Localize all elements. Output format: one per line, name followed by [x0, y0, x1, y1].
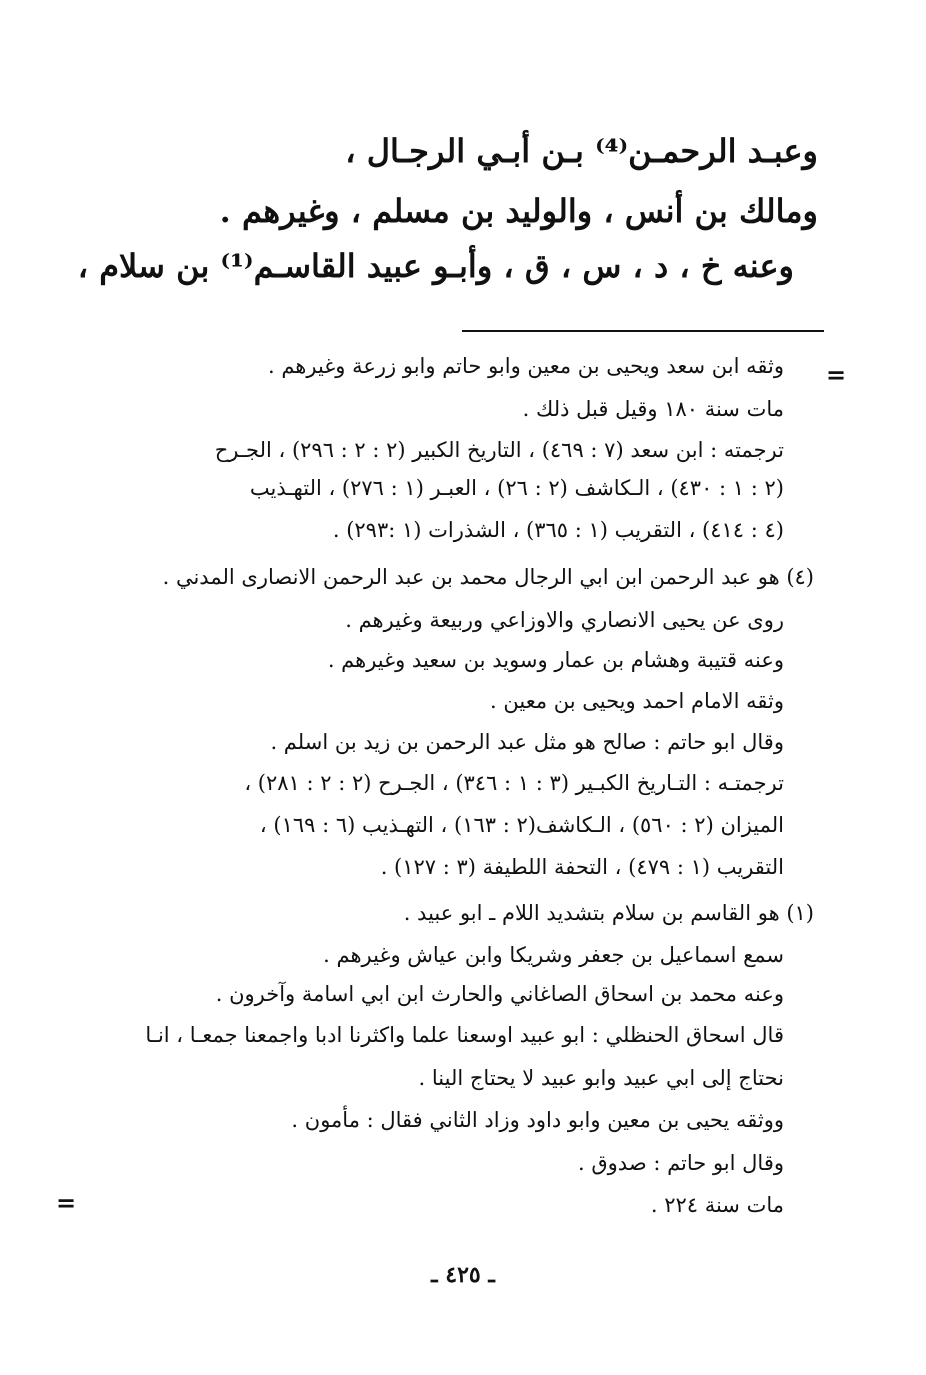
footnote-heading: (١) هو القاسم بن سلام بتشديد اللام ـ ابو عبيد .: [403, 901, 814, 925]
footnote-line: وثقه ابن سعد ويحيى بن معين وابو حاتم وابو زرعة وغيرهم .: [267, 354, 784, 378]
footnote-line: الميزان (٢ : ٥٦٠) ، الـكاشف(٢ : ١٦٣) ، التهـذيب (٦ : ١٦٩) ،: [259, 813, 784, 837]
footnote-line: ووثقه يحيى بن معين وابو داود وزاد الثاني فقال : مأمون .: [291, 1108, 784, 1132]
footnote-line: التقريب (١ : ٤٧٩) ، التحفة اللطيفة (٣ : ١٢٧) .: [380, 855, 784, 879]
footnote-line: وثقه الامام احمد ويحيى بن معين .: [490, 689, 784, 713]
footnote-line: مات سنة ١٨٠ وقيل قبل ذلك .: [522, 397, 784, 421]
footnote-line: وقال ابو حاتم : صالح هو مثل عبد الرحمن بن زيد بن اسلم .: [270, 730, 784, 754]
footnote-line: ترجمتـه : التـاريخ الكبـير (٣ : ١ : ٣٤٦) ، الجـرح (٢ : ٢ : ٢٨١) ،: [244, 771, 784, 795]
footnote-line: وعنه قتيبة وهشام بن عمار وسويد بن سعيد وغيرهم .: [327, 648, 784, 672]
main-text-line: وعبـد الرحمـن⁽⁴⁾ بـن أبـي الرجـال ،: [345, 132, 818, 170]
page-number: ـ ٤٢٥ ـ: [431, 1262, 495, 1288]
main-text-line: ومالك بن أنس ، والوليد بن مسلم ، وغيرهم .: [219, 192, 818, 230]
continuation-mark: =: [56, 1188, 77, 1217]
footnote-line: روى عن يحيى الانصاري والاوزاعي وربيعة وغيرهم .: [345, 608, 784, 632]
continuation-mark: =: [826, 360, 847, 389]
footnote-line: (٢ : ١ : ٤٣٠) ، الـكاشف (٢ : ٢٦) ، العبـر (١ : ٢٧٦) ، التهـذيب: [249, 476, 784, 500]
footnote-line: وقال ابو حاتم : صدوق .: [578, 1151, 784, 1175]
footnote-line: نحتاج إلى ابي عبيد وابو عبيد لا يحتاج الينا .: [418, 1066, 784, 1090]
footnote-line: (٤ : ٤١٤) ، التقريب (١ : ٣٦٥) ، الشذرات (١ :٢٩٣) .: [332, 518, 784, 542]
footnote-heading: (٤) هو عبد الرحمن ابن ابي الرجال محمد بن عبد الرحمن الانصارى المدني .: [162, 565, 814, 589]
footnote-line: قال اسحاق الحنظلي : ابو عبيد اوسعنا علما واكثرنا ادبا واجمعنا جمعـا ، انـا: [145, 1023, 784, 1047]
footnote-line: ترجمته : ابن سعد (٧ : ٤٦٩) ، التاريخ الكبير (٢ : ٢ : ٢٩٦) ، الجـرح: [214, 438, 784, 462]
footnote-line: مات سنة ٢٢٤ .: [650, 1193, 784, 1217]
footnote-line: وعنه محمد بن اسحاق الصاغاني والحارث ابن ابي اسامة وآخرون .: [215, 982, 784, 1006]
footnote-separator: [462, 330, 824, 332]
footnote-line: سمع اسماعيل بن جعفر وشريكا وابن عياش وغيرهم .: [323, 943, 784, 967]
main-text-line: وعنه خ ، د ، س ، ق ، وأبـو عبيد القاسـم⁽¹⁾ بن سلام ،: [77, 247, 794, 285]
